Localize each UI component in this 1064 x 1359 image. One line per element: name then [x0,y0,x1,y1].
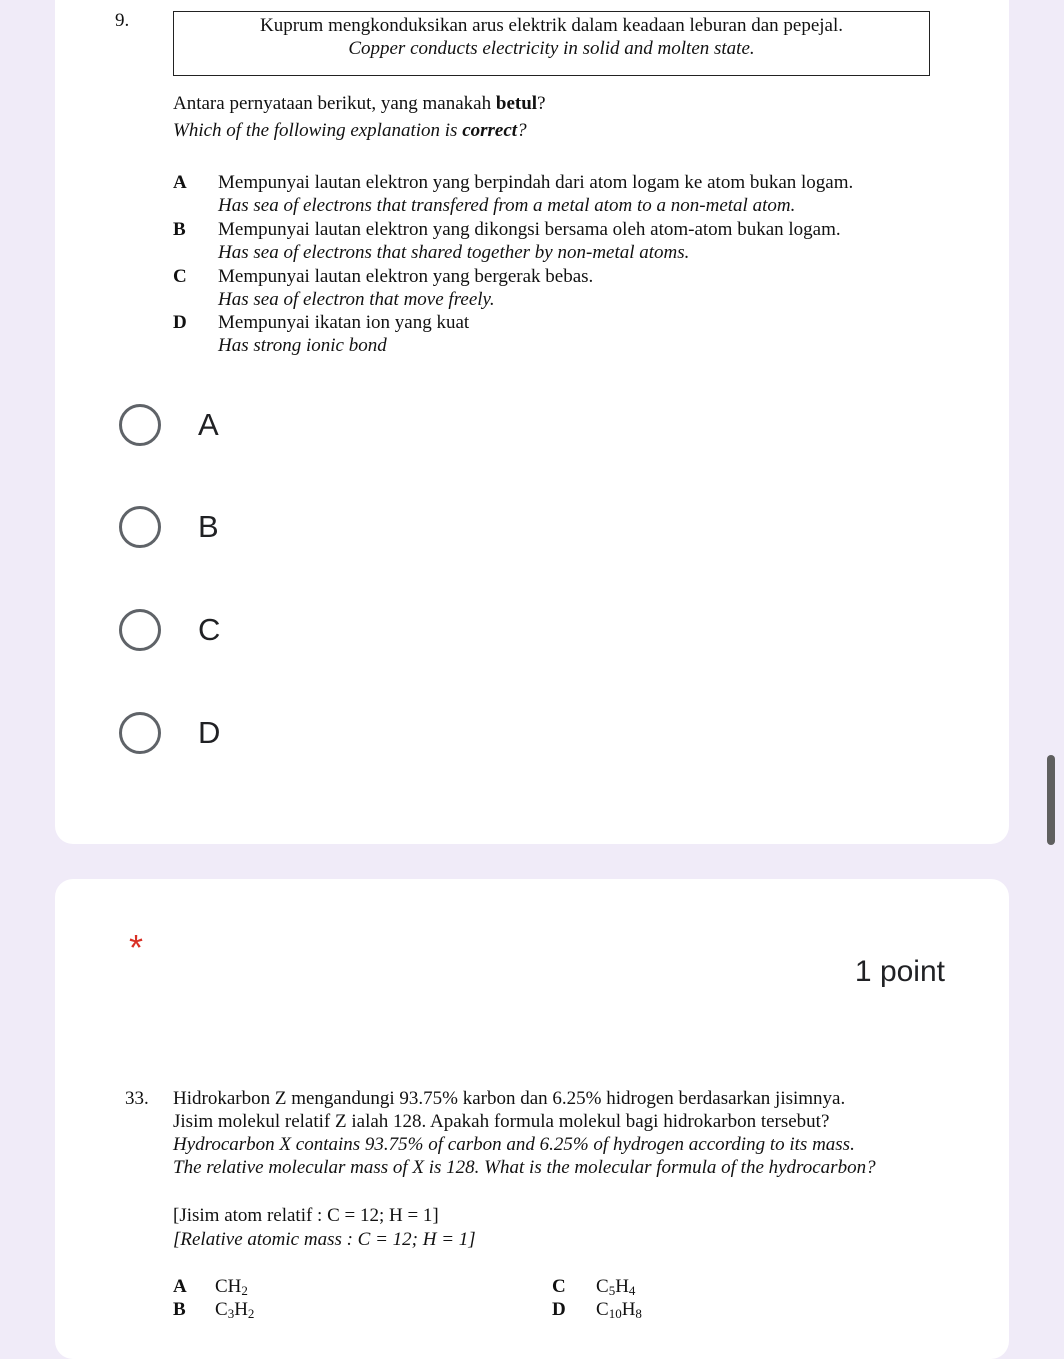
choice-label: D [198,715,221,750]
question-text-ms-2: Jisim molekul relatif Z ialah 128. Apakah formula molekul bagi hidrokarbon tersebut? [173,1111,830,1132]
prompt-ms: Antara pernyataan berikut, yang manakah betul? [173,93,546,114]
choice-a[interactable] [119,398,219,452]
relative-mass-ms: [Jisim atom relatif : C = 12; H = 1] [173,1205,439,1226]
question-number: 9. [115,10,130,31]
question-text-en-1: Hydrocarbon X contains 93.75% of carbon and 6.25% of hydrogen according to its mass. [173,1134,855,1155]
choice-d[interactable] [119,706,220,760]
radio-circle-icon[interactable] [119,404,161,446]
question-text-en-2: The relative molecular mass of X is 128. What is the molecular formula of the hydrocarbon? [173,1157,876,1178]
option-c-text: C $C_5H_4$ [552,1276,636,1298]
question-text-ms-1: Hidrokarbon Z mengandungi 93.75% karbon dan 6.25% hidrogen berdasarkan jisimnya. [173,1088,846,1109]
question-card-9: 9. Kuprum mengkonduksikan arus elektrik dalam keadaan leburan dan pepejal. Copper conducts electricity in solid and molten state. Antara pernyataan berikut, yang manakah betul? Which of the following explanation is correct? A Mempunyai lautan elektron yang berpindah dari atom logam ke atom bukan logam. Has sea of electrons that transfered from a metal atom to a non-metal atom. B Mempunyai lautan elektron yang dikongsi bersama oleh atom-atom bukan logam. Has sea of electrons that shared together by non-metal atoms. C Mempunyai lautan elektron yang bergerak bebas. Has sea of electron that move freely. D Mempunyai ikatan ion yang kuat Has strong ionic bond A B C D [55,0,1009,844]
choice-label: A [198,407,219,442]
required-asterisk: * [129,927,144,968]
relative-mass-en: [Relative atomic mass : C = 12; H = 1] [173,1229,476,1250]
choice-label: B [198,509,219,544]
radio-circle-icon[interactable] [119,712,161,754]
choice-label: C [198,612,221,647]
points-label: 1 point [854,955,945,988]
statement-ms: Kuprum mengkonduksikan arus elektrik dalam keadaan leburan dan pepejal. [260,15,843,36]
prompt-en: Which of the following explanation is correct? [173,120,527,141]
scrollbar-thumb[interactable] [1047,755,1055,845]
option-d-text: D $C_{10}H_8$ [552,1299,642,1321]
choice-c[interactable] [119,603,220,657]
radio-circle-icon[interactable] [119,609,161,651]
statement-en: Copper conducts electricity in solid and molten state. [348,38,755,59]
question-number: 33. [125,1088,149,1109]
statement-box [173,11,930,76]
option-a-text: A $CH_2$ [173,1276,248,1298]
choice-b[interactable] [119,500,219,554]
radio-circle-icon[interactable] [119,506,161,548]
question-card-33 [55,879,1009,1359]
option-b-text: B $C_3H_2$ [173,1299,255,1321]
